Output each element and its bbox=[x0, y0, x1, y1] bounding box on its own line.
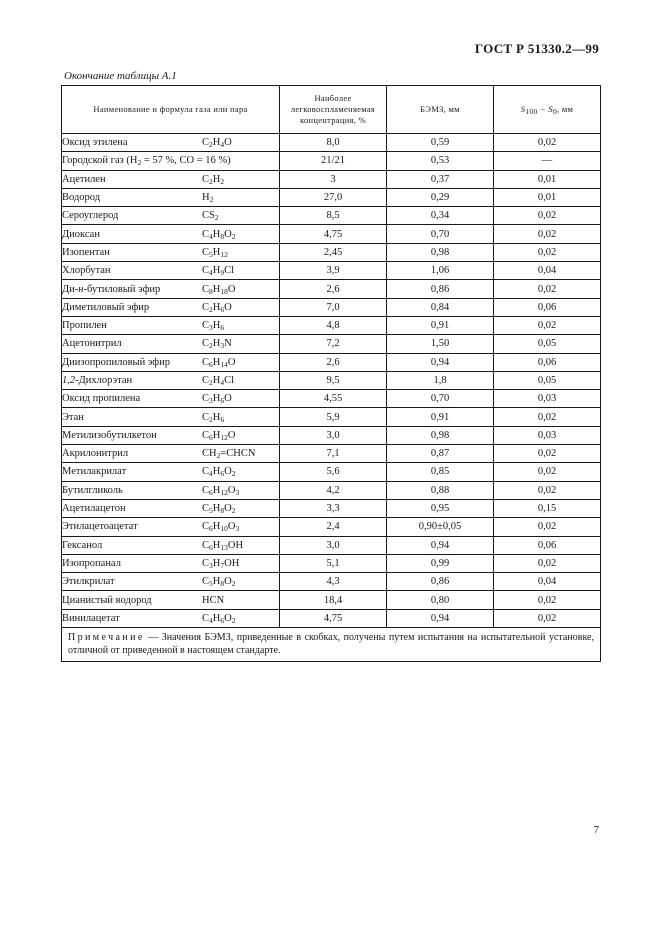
substance-name: Метилизобутилкетон bbox=[62, 429, 157, 441]
chemical-formula: $C_2H_4O$ bbox=[202, 137, 232, 150]
s-difference-cell: 0,02 bbox=[494, 280, 601, 298]
concentration-cell: 8,0 bbox=[280, 134, 387, 152]
s-difference-cell: 0,02 bbox=[494, 225, 601, 243]
concentration-cell: 3,9 bbox=[280, 262, 387, 280]
concentration-cell: 5,6 bbox=[280, 463, 387, 481]
bemz-cell: 0,98 bbox=[387, 243, 494, 261]
substance-cell bbox=[62, 170, 280, 188]
substance-name: Сероуглерод bbox=[62, 210, 119, 222]
concentration-cell: 3,0 bbox=[280, 426, 387, 444]
document-code: ГОСТ Р 51330.2—99 bbox=[474, 41, 599, 56]
chemical-formula: $C_4H_9Cl$ bbox=[202, 265, 235, 278]
concentration-cell: 4,2 bbox=[280, 481, 387, 499]
s-difference-cell: 0,02 bbox=[494, 463, 601, 481]
substance-cell bbox=[62, 499, 280, 517]
s-difference-cell: 0,02 bbox=[494, 518, 601, 536]
bemz-cell: 1,8 bbox=[387, 371, 494, 389]
concentration-cell: 5,1 bbox=[280, 554, 387, 572]
concentration-cell: 8,5 bbox=[280, 207, 387, 225]
substance-name: Этан bbox=[62, 411, 84, 423]
substance-cell bbox=[62, 298, 280, 316]
s-difference-cell: 0,02 bbox=[494, 207, 601, 225]
substance-name: Хлорбутан bbox=[62, 265, 111, 277]
substance-name: Этилацетоацетат bbox=[62, 521, 138, 533]
s-difference-cell: 0,02 bbox=[494, 554, 601, 572]
substance-cell bbox=[62, 481, 280, 499]
concentration-cell: 2,6 bbox=[280, 280, 387, 298]
chemical-formula: $C_3H_6O$ bbox=[202, 393, 232, 406]
chemical-formula: $CH_2=CHCN$ bbox=[202, 448, 256, 461]
chemical-formula: $C_3H_6$ bbox=[202, 320, 225, 333]
table-row bbox=[62, 481, 601, 499]
s-difference-cell: 0,02 bbox=[494, 445, 601, 463]
table-row bbox=[62, 152, 601, 170]
substance-cell bbox=[62, 207, 280, 225]
substance-cell bbox=[62, 371, 280, 389]
concentration-cell: 27,0 bbox=[280, 188, 387, 206]
chemical-formula: $C_6H_{14}O$ bbox=[202, 356, 236, 369]
substance-cell bbox=[62, 573, 280, 591]
substance-cell bbox=[62, 591, 280, 609]
concentration-cell: 4,55 bbox=[280, 390, 387, 408]
concentration-cell: 2,45 bbox=[280, 243, 387, 261]
table-row bbox=[62, 573, 601, 591]
table-row bbox=[62, 536, 601, 554]
concentration-cell: 4,8 bbox=[280, 316, 387, 334]
substance-cell bbox=[62, 335, 280, 353]
substance-cell bbox=[62, 518, 280, 536]
bemz-cell: 0,98 bbox=[387, 426, 494, 444]
s-difference-cell: 0,01 bbox=[494, 188, 601, 206]
chemical-formula: $C_5H_8O_2$ bbox=[202, 576, 236, 589]
chemical-formula: $C_3H_7OH$ bbox=[202, 557, 240, 570]
concentration-cell: 18,4 bbox=[280, 591, 387, 609]
substance-name: Этилкрилат bbox=[62, 576, 115, 588]
chemical-formula: $C_4H_6O_2$ bbox=[202, 466, 236, 479]
substance-cell bbox=[62, 536, 280, 554]
bemz-cell: 1,06 bbox=[387, 262, 494, 280]
substance-cell bbox=[62, 243, 280, 261]
chemical-formula: $H_2$ bbox=[202, 192, 214, 205]
s-difference-cell: 0,05 bbox=[494, 335, 601, 353]
table-row bbox=[62, 262, 601, 280]
substance-cell bbox=[62, 390, 280, 408]
s-difference-cell: 0,02 bbox=[494, 243, 601, 261]
table-row bbox=[62, 371, 601, 389]
bemz-cell: 0,37 bbox=[387, 170, 494, 188]
bemz-cell: 0,29 bbox=[387, 188, 494, 206]
s-difference-cell: 0,06 bbox=[494, 353, 601, 371]
substance-name: Ацетонитрил bbox=[62, 338, 122, 350]
s-difference-cell: 0,04 bbox=[494, 573, 601, 591]
substance-name: Цианистый водород bbox=[62, 594, 152, 606]
table-row bbox=[62, 609, 601, 627]
table-note bbox=[62, 628, 601, 662]
bemz-cell: 0,85 bbox=[387, 463, 494, 481]
chemical-formula: $C_4H_6O_2$ bbox=[202, 612, 236, 625]
substance-cell bbox=[62, 445, 280, 463]
substance-cell bbox=[62, 609, 280, 627]
substance-name: 1,2-Дихлорэтан bbox=[62, 375, 133, 386]
substance-name: Оксид пропилена bbox=[62, 393, 141, 405]
bemz-cell: 1,50 bbox=[387, 335, 494, 353]
substance-cell bbox=[62, 316, 280, 334]
concentration-cell: 7,1 bbox=[280, 445, 387, 463]
substance-cell: Городской газ ($H_2 = 57$ %, CO = 16 %) bbox=[62, 152, 280, 170]
substance-name: Диизопропиловый эфир bbox=[62, 356, 170, 368]
table-caption: Окончание таблицы А.1 bbox=[64, 70, 177, 82]
concentration-cell: 7,2 bbox=[280, 335, 387, 353]
concentration-cell: 5,9 bbox=[280, 408, 387, 426]
substance-cell bbox=[62, 225, 280, 243]
note-row bbox=[62, 628, 601, 662]
column-header-name: Наименование и формула газа или пара bbox=[62, 86, 280, 134]
bemz-cell: 0,99 bbox=[387, 554, 494, 572]
substance-name: Изопентан bbox=[62, 246, 110, 258]
substance-name: Ацетилацетон bbox=[62, 503, 126, 515]
column-header-bemz: БЭМЗ, мм bbox=[387, 86, 494, 134]
table-row bbox=[62, 426, 601, 444]
table-row bbox=[62, 170, 601, 188]
substance-name: Ди-н-бутиловый эфир bbox=[62, 283, 161, 295]
substance-name: Бутилгликоль bbox=[62, 484, 123, 496]
concentration-cell: 3,3 bbox=[280, 499, 387, 517]
s-difference-cell: 0,06 bbox=[494, 298, 601, 316]
page-number: 7 bbox=[593, 824, 599, 836]
chemical-formula: $C_6H_{12}O$ bbox=[202, 429, 236, 442]
table-row bbox=[62, 499, 601, 517]
s-difference-cell: 0,15 bbox=[494, 499, 601, 517]
table-row bbox=[62, 390, 601, 408]
table-row bbox=[62, 280, 601, 298]
chemical-formula: $C_2H_3N$ bbox=[202, 338, 232, 351]
chemical-formula: $C_6H_{12}O_3$ bbox=[202, 484, 240, 497]
bemz-cell: 0,80 bbox=[387, 591, 494, 609]
s-difference-cell: — bbox=[494, 152, 601, 170]
note-text: — Значения БЭМЗ, приведенные в скобках, получены путем испытания на испытательной установке, отличной от приведенной в настоящем стандарте. bbox=[68, 632, 594, 657]
bemz-cell: 0,87 bbox=[387, 445, 494, 463]
concentration-cell: 4,75 bbox=[280, 609, 387, 627]
s-difference-cell: 0,02 bbox=[494, 591, 601, 609]
chemical-formula: $C_2H_6$ bbox=[202, 411, 225, 424]
gas-properties-table bbox=[61, 85, 601, 662]
s-difference-cell: 0,02 bbox=[494, 408, 601, 426]
chemical-formula: HCN bbox=[202, 594, 225, 606]
bemz-cell: 0,94 bbox=[387, 609, 494, 627]
concentration-cell: 2,4 bbox=[280, 518, 387, 536]
table-row bbox=[62, 243, 601, 261]
concentration-cell: 2,6 bbox=[280, 353, 387, 371]
concentration-cell: 4,75 bbox=[280, 225, 387, 243]
bemz-cell: 0,84 bbox=[387, 298, 494, 316]
concentration-cell: 3,0 bbox=[280, 536, 387, 554]
concentration-cell: 4,3 bbox=[280, 573, 387, 591]
substance-name: Диоксан bbox=[62, 228, 100, 240]
bemz-cell: 0,94 bbox=[387, 536, 494, 554]
bemz-cell: 0,90±0,05 bbox=[387, 518, 494, 536]
table-row bbox=[62, 518, 601, 536]
bemz-cell: 0,34 bbox=[387, 207, 494, 225]
concentration-cell: 7,0 bbox=[280, 298, 387, 316]
table-row bbox=[62, 207, 601, 225]
s-difference-cell: 0,01 bbox=[494, 170, 601, 188]
chemical-formula: $C_6H_{10}O_3$ bbox=[202, 521, 240, 534]
substance-name: Метилакрилат bbox=[62, 466, 127, 478]
concentration-cell: 3 bbox=[280, 170, 387, 188]
substance-name: Изопропанал bbox=[62, 557, 121, 569]
bemz-cell: 0,94 bbox=[387, 353, 494, 371]
bemz-cell: 0,86 bbox=[387, 280, 494, 298]
table-row bbox=[62, 463, 601, 481]
substance-name: Оксид этилена bbox=[62, 137, 128, 149]
s-difference-cell: 0,03 bbox=[494, 426, 601, 444]
chemical-formula: $C_2H_4Cl$ bbox=[202, 375, 235, 387]
chemical-formula: $C_5H_8O_2$ bbox=[202, 503, 236, 516]
column-header-s-difference: $S_{100} - S_0$, мм bbox=[494, 86, 601, 134]
substance-cell bbox=[62, 280, 280, 298]
substance-name: Ацетилен bbox=[62, 173, 106, 185]
bemz-cell: 0,91 bbox=[387, 408, 494, 426]
s-difference-cell: 0,02 bbox=[494, 481, 601, 499]
s-difference-cell: 0,05 bbox=[494, 371, 601, 389]
bemz-cell: 0,91 bbox=[387, 316, 494, 334]
chemical-formula: $C_2H_6O$ bbox=[202, 301, 232, 314]
substance-cell bbox=[62, 353, 280, 371]
table-row bbox=[62, 408, 601, 426]
concentration-cell: 21/21 bbox=[280, 152, 387, 170]
table-row bbox=[62, 188, 601, 206]
table-row bbox=[62, 316, 601, 334]
bemz-cell: 0,70 bbox=[387, 225, 494, 243]
table-row bbox=[62, 353, 601, 371]
chemical-formula: $C_4H_8O_2$ bbox=[202, 228, 236, 241]
s-difference-cell: 0,02 bbox=[494, 134, 601, 152]
substance-name: Пропилен bbox=[62, 320, 107, 332]
substance-name: Винилацетат bbox=[62, 612, 120, 624]
s-difference-cell: 0,02 bbox=[494, 609, 601, 627]
s-difference-cell: 0,06 bbox=[494, 536, 601, 554]
substance-cell bbox=[62, 426, 280, 444]
bemz-cell: 0,95 bbox=[387, 499, 494, 517]
substance-cell bbox=[62, 554, 280, 572]
substance-cell bbox=[62, 262, 280, 280]
table-row bbox=[62, 445, 601, 463]
bemz-cell: 0,70 bbox=[387, 390, 494, 408]
substance-name: Водород bbox=[62, 192, 101, 204]
table-row bbox=[62, 591, 601, 609]
s-difference-cell: 0,03 bbox=[494, 390, 601, 408]
table-row bbox=[62, 335, 601, 353]
bemz-cell: 0,59 bbox=[387, 134, 494, 152]
chemical-formula: $C_8H_{18}O$ bbox=[202, 283, 236, 296]
bemz-cell: 0,53 bbox=[387, 152, 494, 170]
chemical-formula: $CS_2$ bbox=[202, 210, 219, 223]
s-difference-cell: 0,02 bbox=[494, 316, 601, 334]
chemical-formula: $C_2H_2$ bbox=[202, 173, 225, 186]
table-row bbox=[62, 298, 601, 316]
substance-name: Диметиловый эфир bbox=[62, 301, 150, 313]
bemz-cell: 0,88 bbox=[387, 481, 494, 499]
chemical-formula: $C_6H_{13}OH$ bbox=[202, 539, 244, 552]
table-row bbox=[62, 225, 601, 243]
table-row bbox=[62, 134, 601, 152]
substance-name: Гексанол bbox=[62, 539, 103, 551]
bemz-cell: 0,86 bbox=[387, 573, 494, 591]
note-label: Примечание bbox=[68, 632, 145, 644]
substance-name: Акрилонитрил bbox=[62, 448, 129, 460]
chemical-formula: $C_5H_{12}$ bbox=[202, 246, 228, 259]
substance-cell bbox=[62, 134, 280, 152]
table-header-row bbox=[62, 86, 601, 134]
concentration-cell: 9,5 bbox=[280, 371, 387, 389]
column-header-concentration: Наиболее легковоспламеняемая концентрация, % bbox=[280, 86, 387, 134]
s-difference-cell: 0,04 bbox=[494, 262, 601, 280]
table-row bbox=[62, 554, 601, 572]
substance-cell bbox=[62, 463, 280, 481]
substance-cell bbox=[62, 188, 280, 206]
substance-cell bbox=[62, 408, 280, 426]
